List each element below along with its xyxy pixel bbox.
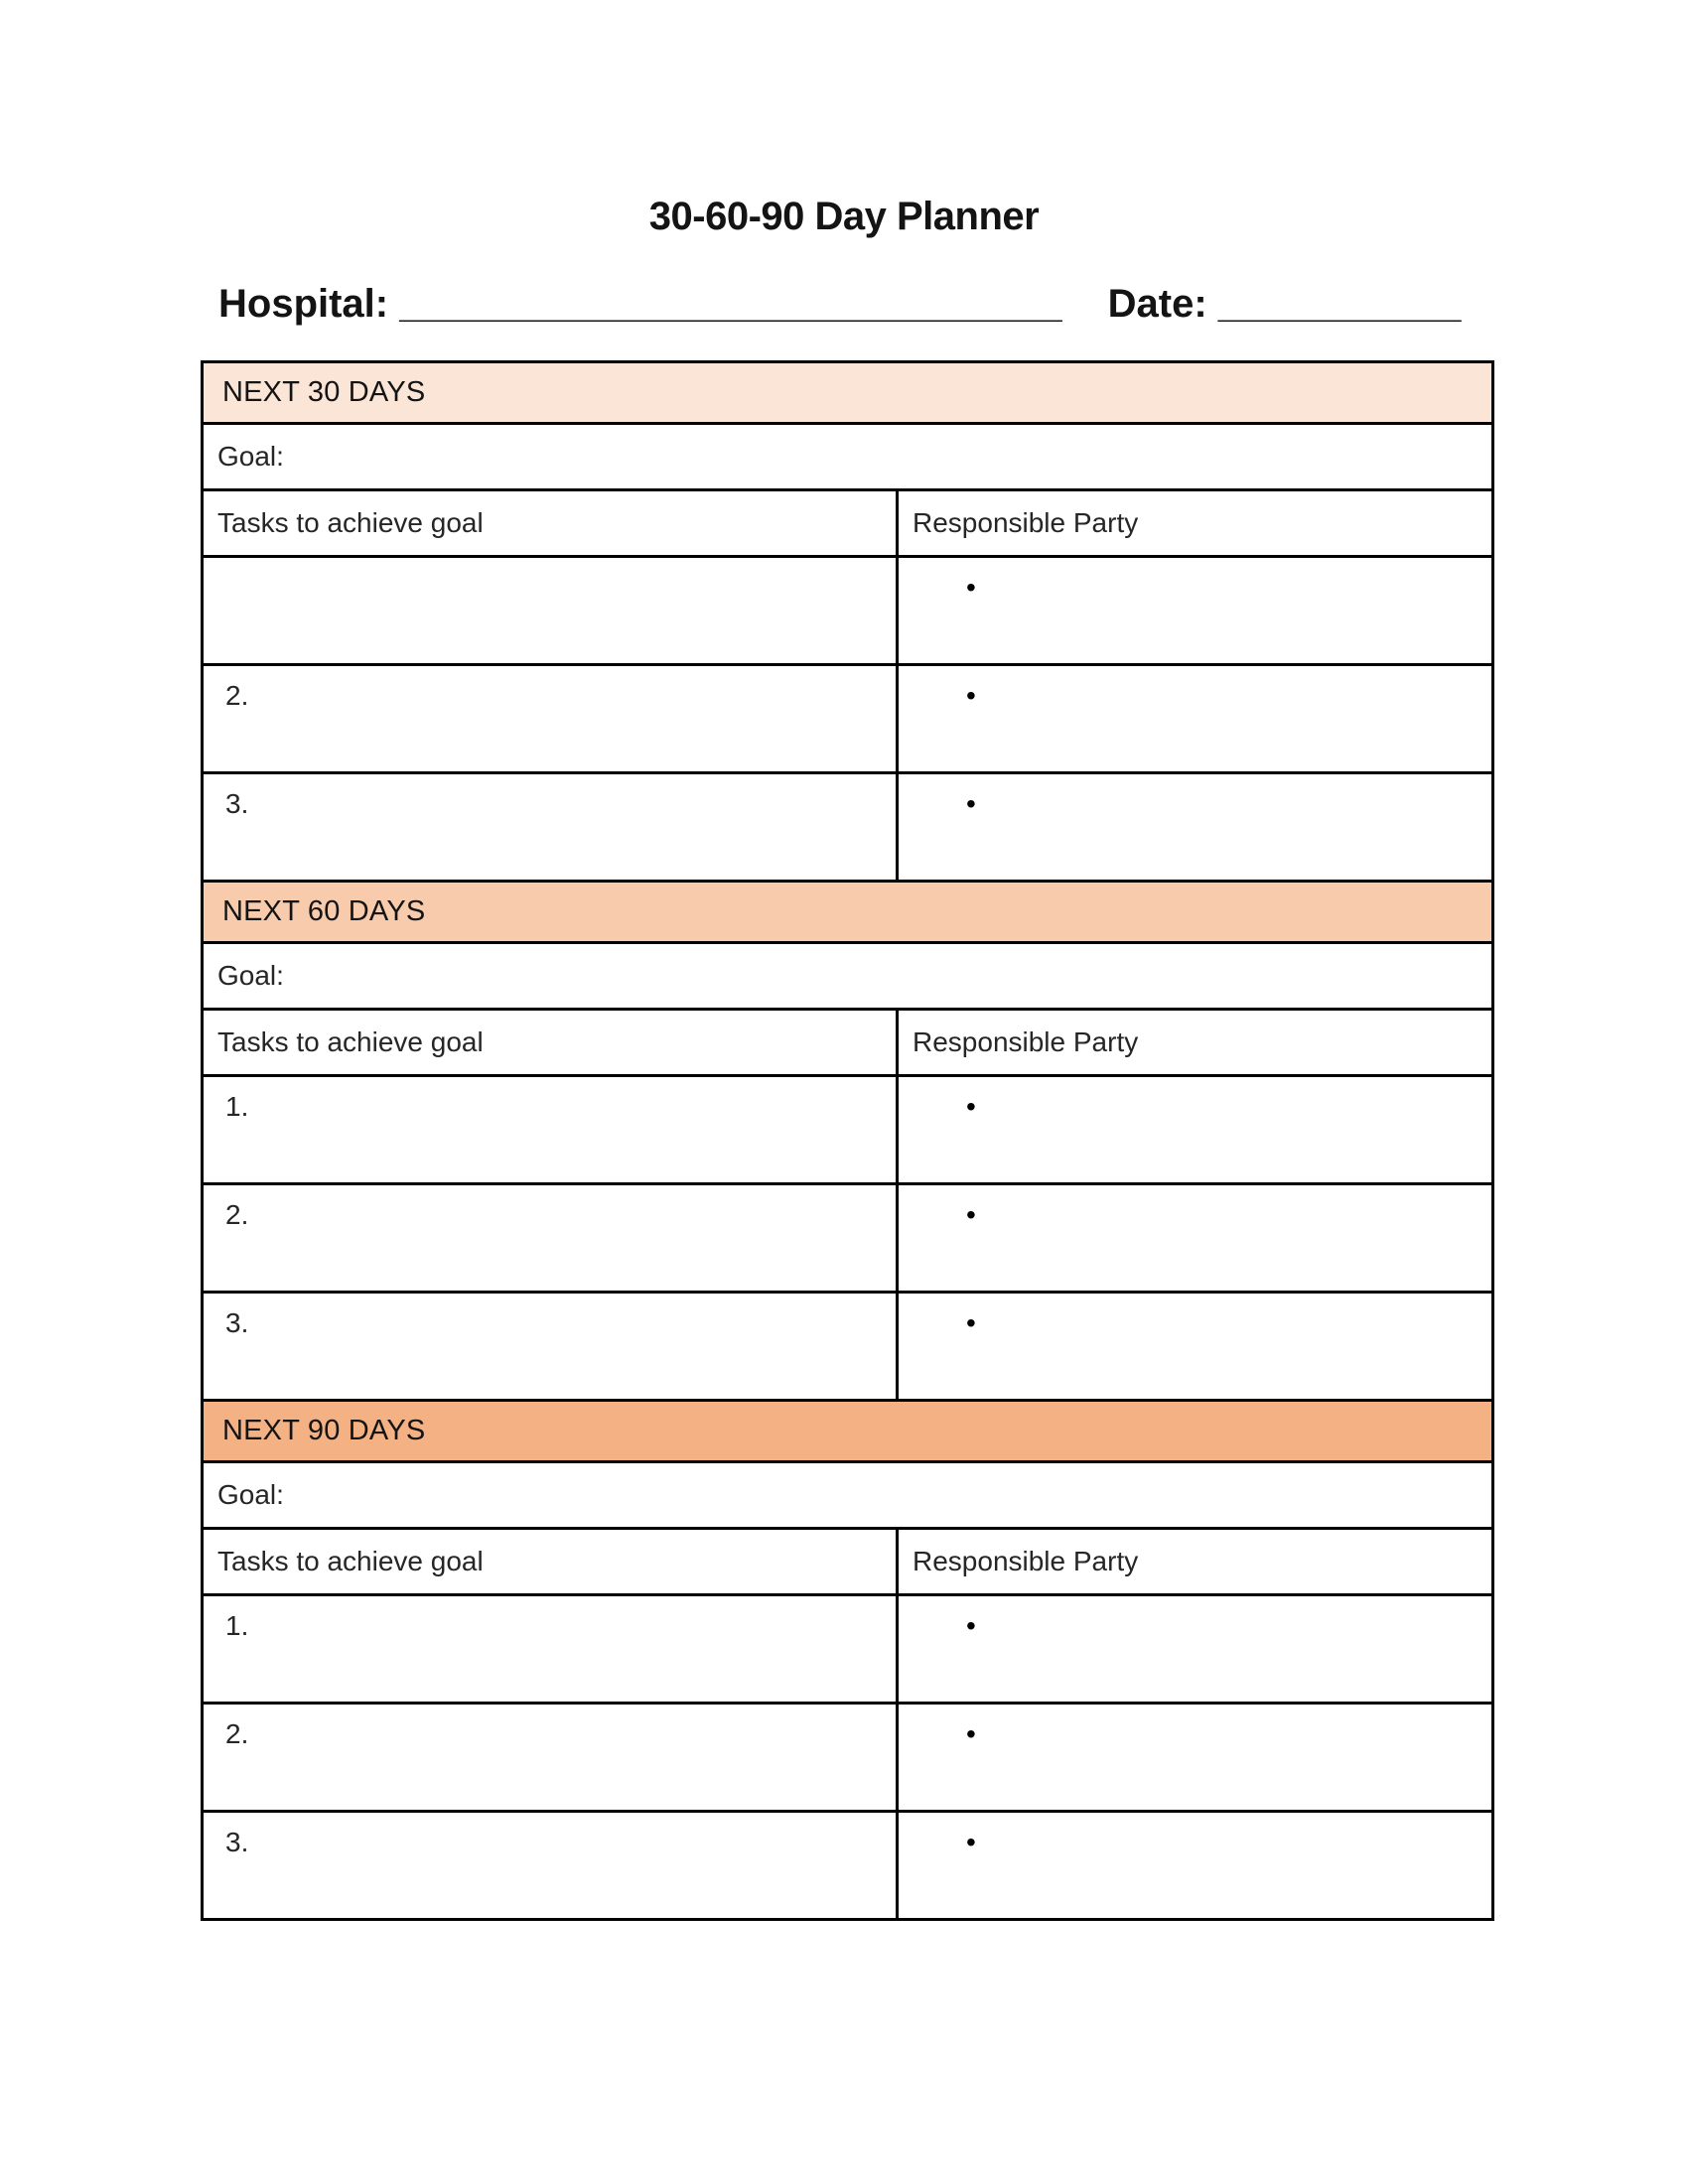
task-row xyxy=(203,557,1493,665)
planner-table xyxy=(201,360,1494,1921)
list-bullet-icon: • xyxy=(966,1718,976,1749)
task-cell xyxy=(203,1293,898,1401)
task-number: 2. xyxy=(225,1718,249,1749)
goal-label: Goal: xyxy=(217,441,284,472)
task-cell xyxy=(203,773,898,882)
list-bullet-icon: • xyxy=(966,1827,976,1857)
responsible-cell xyxy=(898,557,1493,665)
responsible-column-header: Responsible Party xyxy=(898,490,1493,557)
section-header-90-days: NEXT 90 DAYS xyxy=(203,1401,1493,1462)
task-row xyxy=(203,1184,1493,1293)
date-field xyxy=(1108,282,1462,327)
task-row xyxy=(203,1076,1493,1184)
task-cell xyxy=(203,1076,898,1184)
list-bullet-icon: • xyxy=(966,788,976,819)
responsible-cell xyxy=(898,773,1493,882)
list-bullet-icon: • xyxy=(966,1307,976,1338)
task-cell xyxy=(203,665,898,773)
hospital-label: Hospital: xyxy=(218,282,389,326)
goal-label: Goal: xyxy=(217,1479,284,1510)
list-bullet-icon: • xyxy=(966,1610,976,1641)
task-row xyxy=(203,1293,1493,1401)
date-label: Date: xyxy=(1107,282,1207,326)
goal-row xyxy=(203,943,1493,1010)
responsible-cell xyxy=(898,665,1493,773)
goal-row xyxy=(203,424,1493,490)
task-row xyxy=(203,1812,1493,1920)
page-title: 30-60-90 Day Planner xyxy=(648,195,1040,238)
tasks-column-header: Tasks to achieve goal xyxy=(203,1010,898,1076)
tasks-column-header: Tasks to achieve goal xyxy=(203,490,898,557)
responsible-cell xyxy=(898,1293,1493,1401)
responsible-cell xyxy=(898,1812,1493,1920)
responsible-cell xyxy=(898,1595,1493,1704)
task-number: 3. xyxy=(225,788,249,819)
list-bullet-icon: • xyxy=(966,1091,976,1122)
task-number: 3. xyxy=(225,1307,249,1338)
task-cell xyxy=(203,1704,898,1812)
task-cell xyxy=(203,557,898,665)
task-row xyxy=(203,1595,1493,1704)
section-header-60-days: NEXT 60 DAYS xyxy=(203,882,1493,943)
list-bullet-icon: • xyxy=(966,1199,976,1230)
task-number: 1. xyxy=(225,1091,249,1122)
task-cell xyxy=(203,1184,898,1293)
task-row xyxy=(203,773,1493,882)
task-row xyxy=(203,1704,1493,1812)
responsible-column-header: Responsible Party xyxy=(898,1010,1493,1076)
task-row xyxy=(203,665,1493,773)
list-bullet-icon: • xyxy=(966,572,976,603)
responsible-cell xyxy=(898,1076,1493,1184)
task-number: 2. xyxy=(225,680,249,711)
task-number: 1. xyxy=(225,1610,249,1641)
responsible-cell xyxy=(898,1184,1493,1293)
goal-label: Goal: xyxy=(217,960,284,991)
header-field-line xyxy=(218,282,1499,327)
task-number: 3. xyxy=(225,1827,249,1857)
list-bullet-icon: • xyxy=(966,680,976,711)
task-cell xyxy=(203,1595,898,1704)
goal-row xyxy=(203,1462,1493,1529)
date-blank: ___________ xyxy=(1217,282,1462,326)
responsible-column-header: Responsible Party xyxy=(898,1529,1493,1595)
tasks-column-header: Tasks to achieve goal xyxy=(203,1529,898,1595)
task-cell xyxy=(203,1812,898,1920)
hospital-blank: ______________________________ xyxy=(399,282,1062,326)
section-header-30-days: NEXT 30 DAYS xyxy=(203,362,1493,424)
responsible-cell xyxy=(898,1704,1493,1812)
task-number: 2. xyxy=(225,1199,249,1230)
hospital-field xyxy=(218,282,1062,327)
